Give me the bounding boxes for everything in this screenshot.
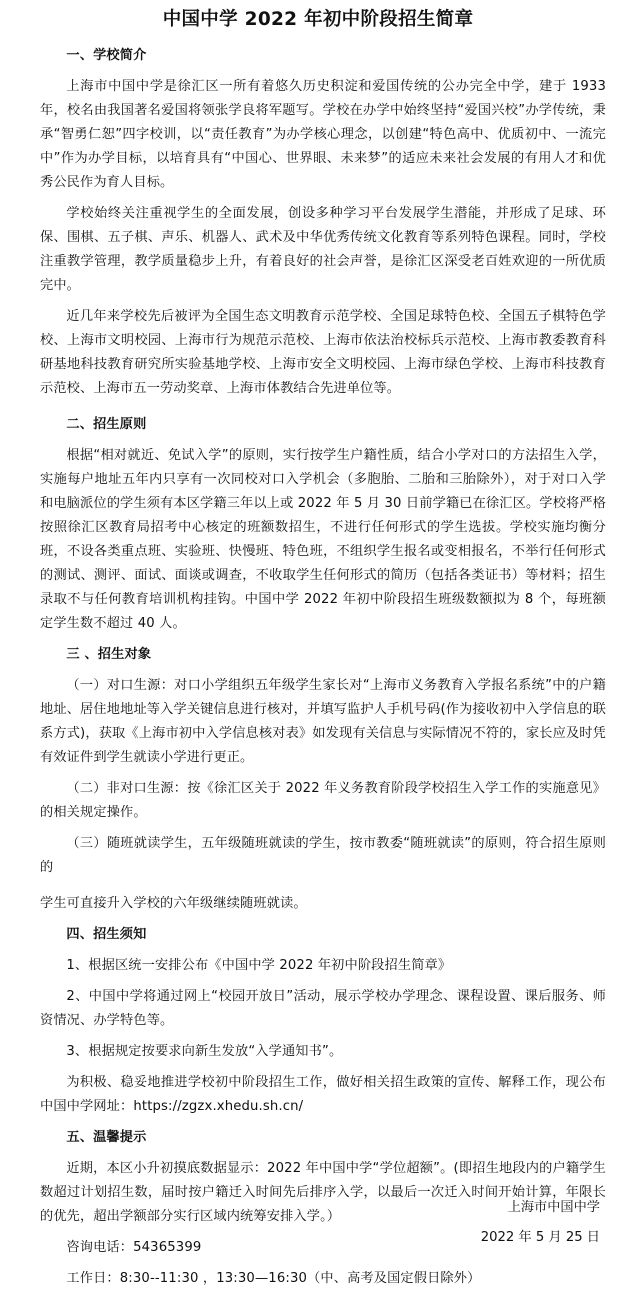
section-1-paragraph-1: 上海市中国中学是徐汇区一所有着悠久历史积淀和爱国传统的公办完全中学，建于 1933 年，校名由我国著名爱国将领张学良将军题写。学校在办学中始终坚持“爱国兴校”办学传统，秉承“智勇仁恕”四字校训，以“责任教育”为办学核心理念，以创建“特色高中、优质初中、一流完中”作为办学目标，以培育具有“中国心、世界眼、未来梦”的适应未来社会发展的有用人才和优秀公民作为育人目标。 [40, 79, 606, 190]
section-3-item-3-line-1: （三）随班就读学生，五年级随班就读的学生，按市教委“随班就读”的原则，符合招生原则的 [40, 836, 606, 875]
section-1-heading: 一、学校简介 [66, 48, 147, 63]
section-3-item-3-line-2: 学生可直接升入学校的六年级继续随班就读。 [40, 896, 307, 911]
section-3-item-2: （二）非对口生源：按《徐汇区关于 2022 年义务教育阶段学校招生入学工作的实施意见》的相关规定操作。 [40, 781, 606, 820]
section-2-paragraph-1: 根据“相对就近、免试入学”的原则，实行按学生户籍性质，结合小学对口的方法招生入学，实施每户地址五年内只享有一次同校对口入学机会（多胞胎、二胎和三胎除外），对于对口入学和电脑派位的学生须有本区学籍三年以上或 2022 年 5 月 30 日前学籍已在徐汇区。学校将严格按照徐汇区教育局招考中心核定的班额数招生，不进行任何形式的学生选拔。学校实施均衡分班，不设各类重点班、实验班、快慢班、特色班，不组织学生报名或变相报名，不举行任何形式的测试、测评、面试、面谈或调查，不收取学生任何形式的简历（包括各类证书）等材料；招生录取不与任何教育培训机构挂钩。中国中学 2022 年初中阶段招生班级数额拟为 8 个，每班额定学生数不超过 40 人。 [40, 448, 606, 631]
section-2-heading: 二、招生原则 [66, 417, 147, 432]
signature-org: 上海市中国中学 [507, 1200, 600, 1215]
document-title: 中国中学 2022 年初中阶段招生简章 [162, 9, 474, 30]
working-hours: 工作日：8:30--11:30 ，13:30—16:30（中、高考及国定假日除外） [66, 1271, 481, 1286]
section-4-item-3: 3、根据规定按要求向新生发放“入学通知书”。 [66, 1044, 343, 1059]
section-4-paragraph-website: 为积极、稳妥地推进学校初中阶段招生工作，做好相关招生政策的宣传、解释工作，现公布中国中学网址：https://zgzx.xhedu.sh.cn/ [40, 1075, 606, 1114]
document-body [40, 44, 606, 1291]
section-3-item-1: （一）对口生源：对口小学组织五年级学生家长对“上海市义务教育入学报名系统”中的户籍地址、居住地地址等入学关键信息进行核对，并填写监护人手机号码(作为接收初中入学信息的联系方式)，获取《上海市初中入学信息核对表》如发现有关信息与实际情况不符的，家长应及时凭有效证件到学生就读小学进行更正。 [40, 678, 606, 765]
section-4-heading: 四、招生须知 [66, 927, 147, 942]
section-3-heading: 三 、招生对象 [66, 647, 152, 662]
section-1-paragraph-3: 近几年来学校先后被评为全国生态文明教育示范学校、全国足球特色校、全国五子棋特色学校、上海市文明校园、上海市行为规范示范校、上海市依法治校标兵示范校、上海市教委教育科研基地科技教育研究所实验基地学校、上海市安全文明校园、上海市绿色学校、上海市科技教育示范校、上海市五一劳动奖章、上海市体教结合先进单位等。 [40, 309, 606, 396]
section-4-item-2: 2、中国中学将通过网上“校园开放日”活动，展示学校办学理念、课程设置、课后服务、师资情况、办学特色等。 [40, 989, 606, 1028]
section-5-heading: 五、温馨提示 [66, 1130, 147, 1145]
section-1-paragraph-2: 学校始终关注重视学生的全面发展，创设多种学习平台发展学生潜能，并形成了足球、环保、围棋、五子棋、声乐、机器人、武术及中华优秀传统文化教育等系列特色课程。同时，学校注重教学管理，教学质量稳步上升，有着良好的社会声誉，是徐汇区深受老百姓欢迎的一所优质完中。 [40, 206, 606, 293]
section-4-item-1: 1、根据区统一安排公布《中国中学 2022 年初中阶段招生简章》 [66, 958, 452, 973]
section-5-paragraph-1: 近期，本区小升初摸底数据显示：2022 年中国中学“学位超额”。(即招生地段内的户籍学生数超过计划招生数，届时按户籍迁入时间先后排序入学，以最后一次迁入时间开始计算，年限长的优先，超出学额部分实行区域内统筹安排入学。） [40, 1161, 606, 1224]
consult-phone: 咨询电话：54365399 [66, 1240, 202, 1255]
signature-date: 2022 年 5 月 25 日 [480, 1230, 600, 1245]
